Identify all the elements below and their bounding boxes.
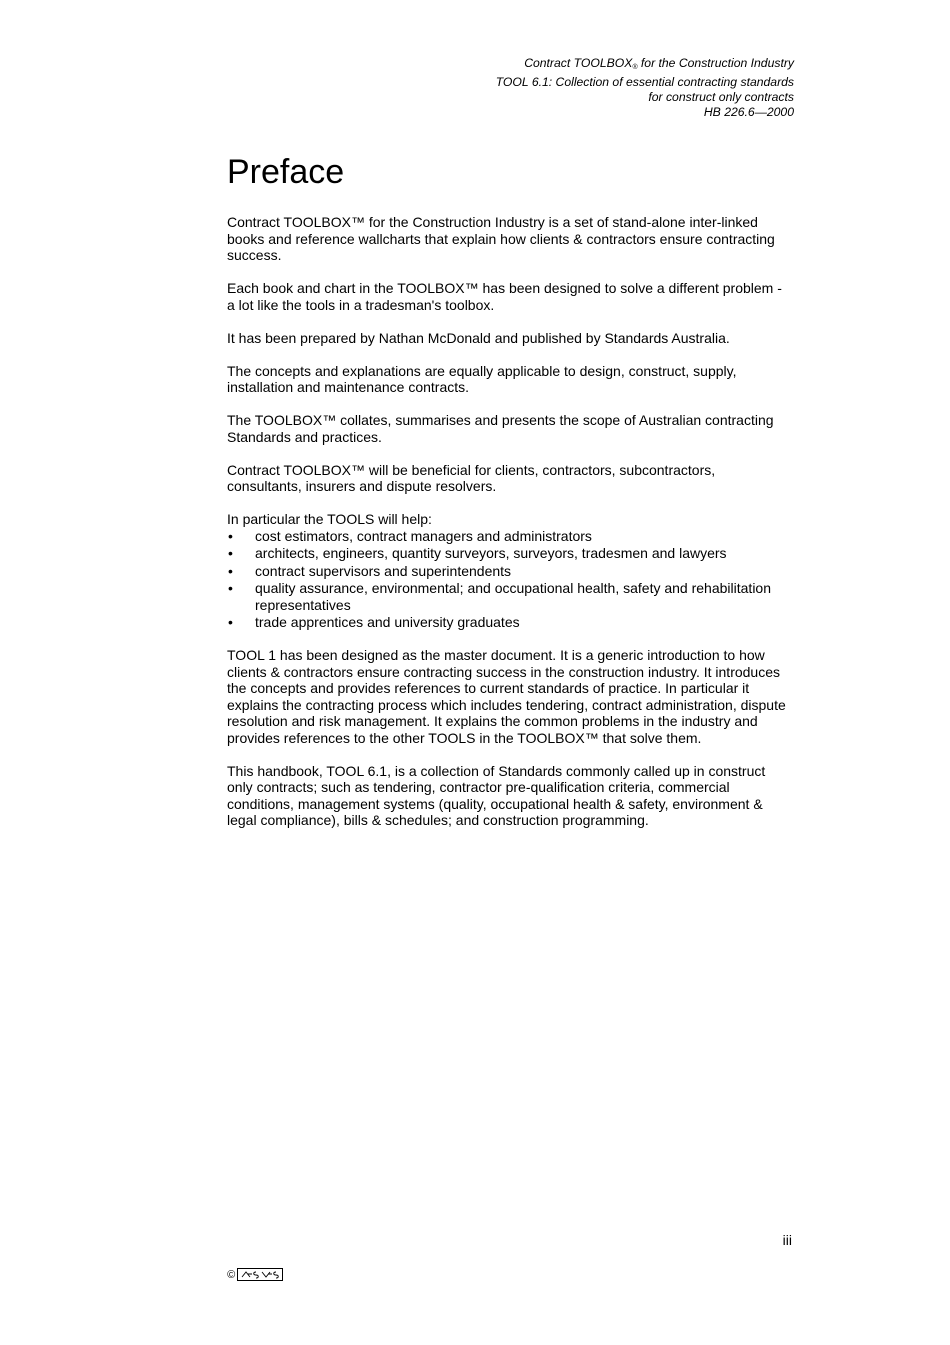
list-item: • architects, engineers, quantity surveyors, surveyors, tradesmen and lawyers [228,545,727,561]
page-title: Preface [227,153,345,191]
bullet-icon: • [228,562,233,579]
list-item: • trade apprentices and university graduates [228,614,520,630]
help-intro: In particular the TOOLS will help: [227,511,432,527]
copyright-notice [227,1268,283,1281]
paragraph: It has been prepared by Nathan McDonald and published by Standards Australia. [227,329,730,346]
paragraph: Each book and chart in the TOOLBOX™ has been designed to solve a different problem - a lot like the tools in a tradesman's toolbox. [227,280,782,313]
bullet-icon: • [228,527,233,544]
paragraph: The TOOLBOX™ collates, summarises and presents the scope of Australian contracting Standards and practices. [227,412,774,445]
header-line-3: for construct only contracts [648,90,794,104]
bullet-icon: • [228,614,233,630]
paragraph: TOOL 1 has been designed as the master document. It is a generic introduction to how clients & contractors ensure contracting success in the construction industry. It introduces the concepts and provides references to current standards of practice. In particular it explains the contracting process which includes tendering, contract administration, dispute resolution and risk management. It explains the common problems in the industry and provides references to the other TOOLS in the TOOLBOX™ that solve them. [227,647,786,746]
header-line-4: HB 226.6—2000 [703,105,794,119]
registered-mark: ® [632,64,638,71]
list-item: • quality assurance, environmental; and occupational health, safety and rehabilitation representatives [228,580,771,613]
copyright-symbol: © [227,1269,236,1281]
running-header [234,56,794,120]
paragraph: Contract TOOLBOX™ for the Construction Industry is a set of stand-alone inter-linked books and reference wallcharts that explain how clients & contractors ensure contracting success. [227,214,775,263]
paragraph: The concepts and explanations are equally applicable to design, construct, supply, installation and maintenance contracts. [227,362,737,395]
paragraph: Contract TOOLBOX™ will be beneficial for clients, contractors, subcontractors, consultants, insurers and dispute resolvers. [227,461,716,494]
bullet-icon: • [228,545,233,561]
page-number: iii [782,1232,792,1248]
bullet-icon: • [228,580,233,596]
standards-logo-icon [237,1268,283,1281]
audience-list [227,528,793,631]
header-line-2: TOOL 6.1: Collection of essential contracting standards [495,75,794,89]
list-item: • contract supervisors and superintendents [228,562,512,579]
page-content [227,150,793,845]
list-item: • cost estimators, contract managers and administrators [228,527,592,544]
paragraph: This handbook, TOOL 6.1, is a collection of Standards commonly called up in construct only contracts; such as tendering, contractor pre-qualification criteria, commercial conditions, management systems (quality, occupational health & safety, environment & legal compliance), bills & schedules; and construction programming. [227,762,766,828]
header-line-1: Contract $TOOLBOX_®$ for the Construction Industry [524,56,794,71]
